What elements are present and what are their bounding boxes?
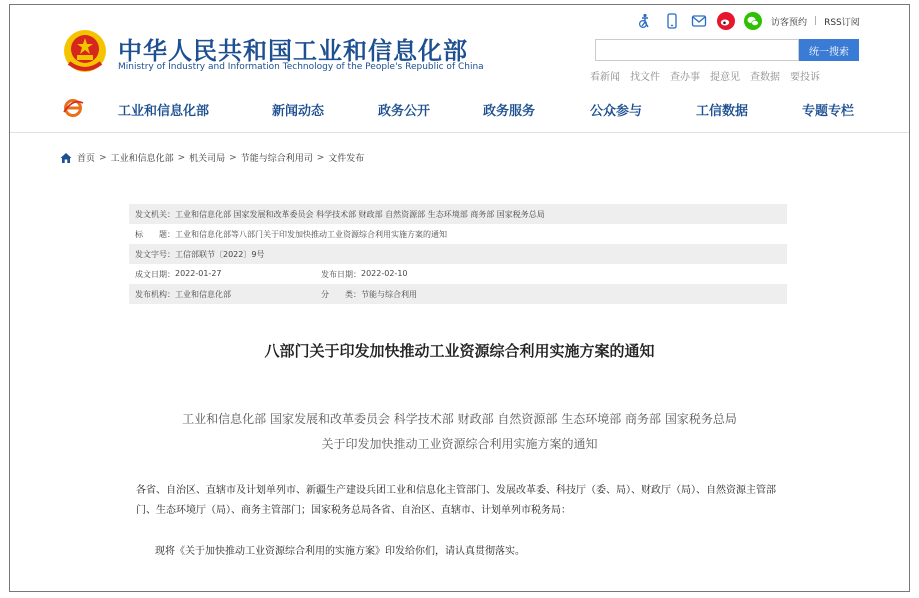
ie-logo-icon[interactable] — [62, 97, 84, 119]
mobile-icon[interactable] — [663, 12, 681, 30]
quick-link-files[interactable]: 找文件 — [630, 72, 660, 83]
breadcrumb-home[interactable]: 首页 — [77, 154, 96, 164]
meta-publish-value: 2022-02-10 — [361, 268, 408, 278]
nav-item-miit[interactable]: 工业和信息化部 — [118, 104, 210, 119]
nav-item-gov-affairs[interactable]: 政务公开 — [378, 104, 431, 119]
breadcrumb-separator: > — [229, 152, 237, 163]
top-toolbar — [636, 11, 860, 31]
meta-row-doc-no — [129, 244, 787, 264]
article-body-paragraph: 现将《关于加快推动工业资源综合利用的实施方案》印发给你们，请认真贯彻落实。 — [155, 546, 525, 557]
meta-row-dates — [129, 264, 787, 284]
meta-doc-no-label: 发文字号： — [135, 249, 175, 259]
nav-item-data[interactable]: 工信数据 — [696, 104, 749, 119]
quick-link-complaint[interactable]: 要投诉 — [790, 72, 820, 83]
nav-item-news[interactable]: 新闻动态 — [272, 104, 325, 119]
meta-category-value: 节能与综合利用 — [361, 289, 417, 299]
quick-link-news[interactable]: 看新闻 — [590, 72, 620, 83]
breadcrumb-separator: > — [316, 152, 325, 163]
meta-title-value: 工业和信息化部等八部门关于印发加快推动工业资源综合利用实施方案的通知 — [175, 229, 447, 239]
meta-title-label: 标 题： — [135, 229, 175, 239]
meta-publish-cell — [321, 269, 408, 280]
quick-link-data[interactable]: 查数据 — [750, 72, 780, 83]
home-icon — [60, 152, 72, 164]
meta-date-value: 2022-01-27 — [175, 268, 222, 278]
national-emblem-icon[interactable] — [63, 29, 107, 73]
page-frame — [9, 4, 910, 592]
meta-issuer-value: 工业和信息化部 国家发展和改革委员会 科学技术部 财政部 自然资源部 生态环境部 商务部 国家税务总局 — [175, 209, 545, 219]
meta-org-cell — [135, 289, 321, 300]
nav-item-topics[interactable]: 专题专栏 — [802, 104, 855, 119]
meta-doc-no-value: 工信部联节〔2022〕9号 — [175, 249, 265, 259]
nav-divider — [10, 132, 909, 133]
meta-org-label: 发布机构： — [135, 289, 175, 299]
breadcrumb-separator: > — [99, 152, 107, 163]
rss-link[interactable]: RSS订阅 — [824, 17, 860, 28]
article-issuers: 工业和信息化部 国家发展和改革委员会 科学技术部 财政部 自然资源部 生态环境部 商务部 国家税务总局 — [182, 412, 737, 426]
quick-links — [590, 68, 830, 83]
meta-date-cell — [135, 269, 321, 280]
quick-link-feedback[interactable]: 提意见 — [710, 72, 740, 83]
breadcrumb-separator: > — [177, 152, 186, 163]
toolbar-separator: | — [814, 16, 818, 26]
meta-row-issuer — [129, 204, 787, 224]
wechat-icon[interactable] — [744, 12, 762, 30]
meta-issuer-label: 发文机关： — [135, 209, 175, 219]
meta-category-label: 分 类： — [321, 289, 361, 299]
breadcrumb — [60, 151, 364, 164]
meta-row-org — [129, 284, 787, 304]
breadcrumb-documents[interactable]: 文件发布 — [328, 154, 365, 164]
meta-org-value: 工业和信息化部 — [175, 289, 231, 299]
meta-row-title — [129, 224, 787, 244]
mail-icon[interactable] — [690, 12, 708, 30]
visitor-appointment-link[interactable]: 访客预约 — [771, 17, 808, 28]
search-input[interactable] — [595, 39, 799, 61]
weibo-icon[interactable] — [717, 12, 735, 30]
article-subtitle: 关于印发加快推动工业资源综合利用实施方案的通知 — [321, 437, 598, 451]
meta-category-cell — [321, 289, 417, 300]
unified-search-button[interactable]: 统一搜索 — [799, 39, 859, 61]
site-title[interactable]: 中华人民共和国工业和信息化部 — [118, 37, 468, 65]
article-title: 八部门关于印发加快推动工业资源综合利用实施方案的通知 — [264, 342, 655, 360]
article-recipients-paragraph: 各省、自治区、直辖市及计划单列市、新疆生产建设兵团工业和信息化主管部门、发展改革委、科技厅（委、局）、财政厅（局）、自然资源主管部门、生态环境厅（局）、商务主管部门；国家税务总局各省、自治区、直辖市、计划单列市税务局： — [136, 485, 776, 516]
nav-item-gov-services[interactable]: 政务服务 — [483, 104, 536, 119]
accessibility-icon[interactable] — [636, 12, 654, 30]
meta-date-label: 成文日期： — [135, 269, 175, 279]
breadcrumb-energy-dept[interactable]: 节能与综合利用司 — [240, 154, 313, 164]
breadcrumb-departments[interactable]: 机关司局 — [189, 154, 226, 164]
nav-item-public[interactable]: 公众参与 — [590, 104, 643, 119]
breadcrumb-miit[interactable]: 工业和信息化部 — [110, 154, 174, 164]
quick-link-services[interactable]: 查办事 — [670, 72, 700, 83]
document-meta-table — [129, 204, 787, 304]
site-subtitle: Ministry of Industry and Information Technology of the People's Republic of China — [118, 62, 484, 72]
meta-publish-label: 发布日期： — [321, 269, 361, 279]
